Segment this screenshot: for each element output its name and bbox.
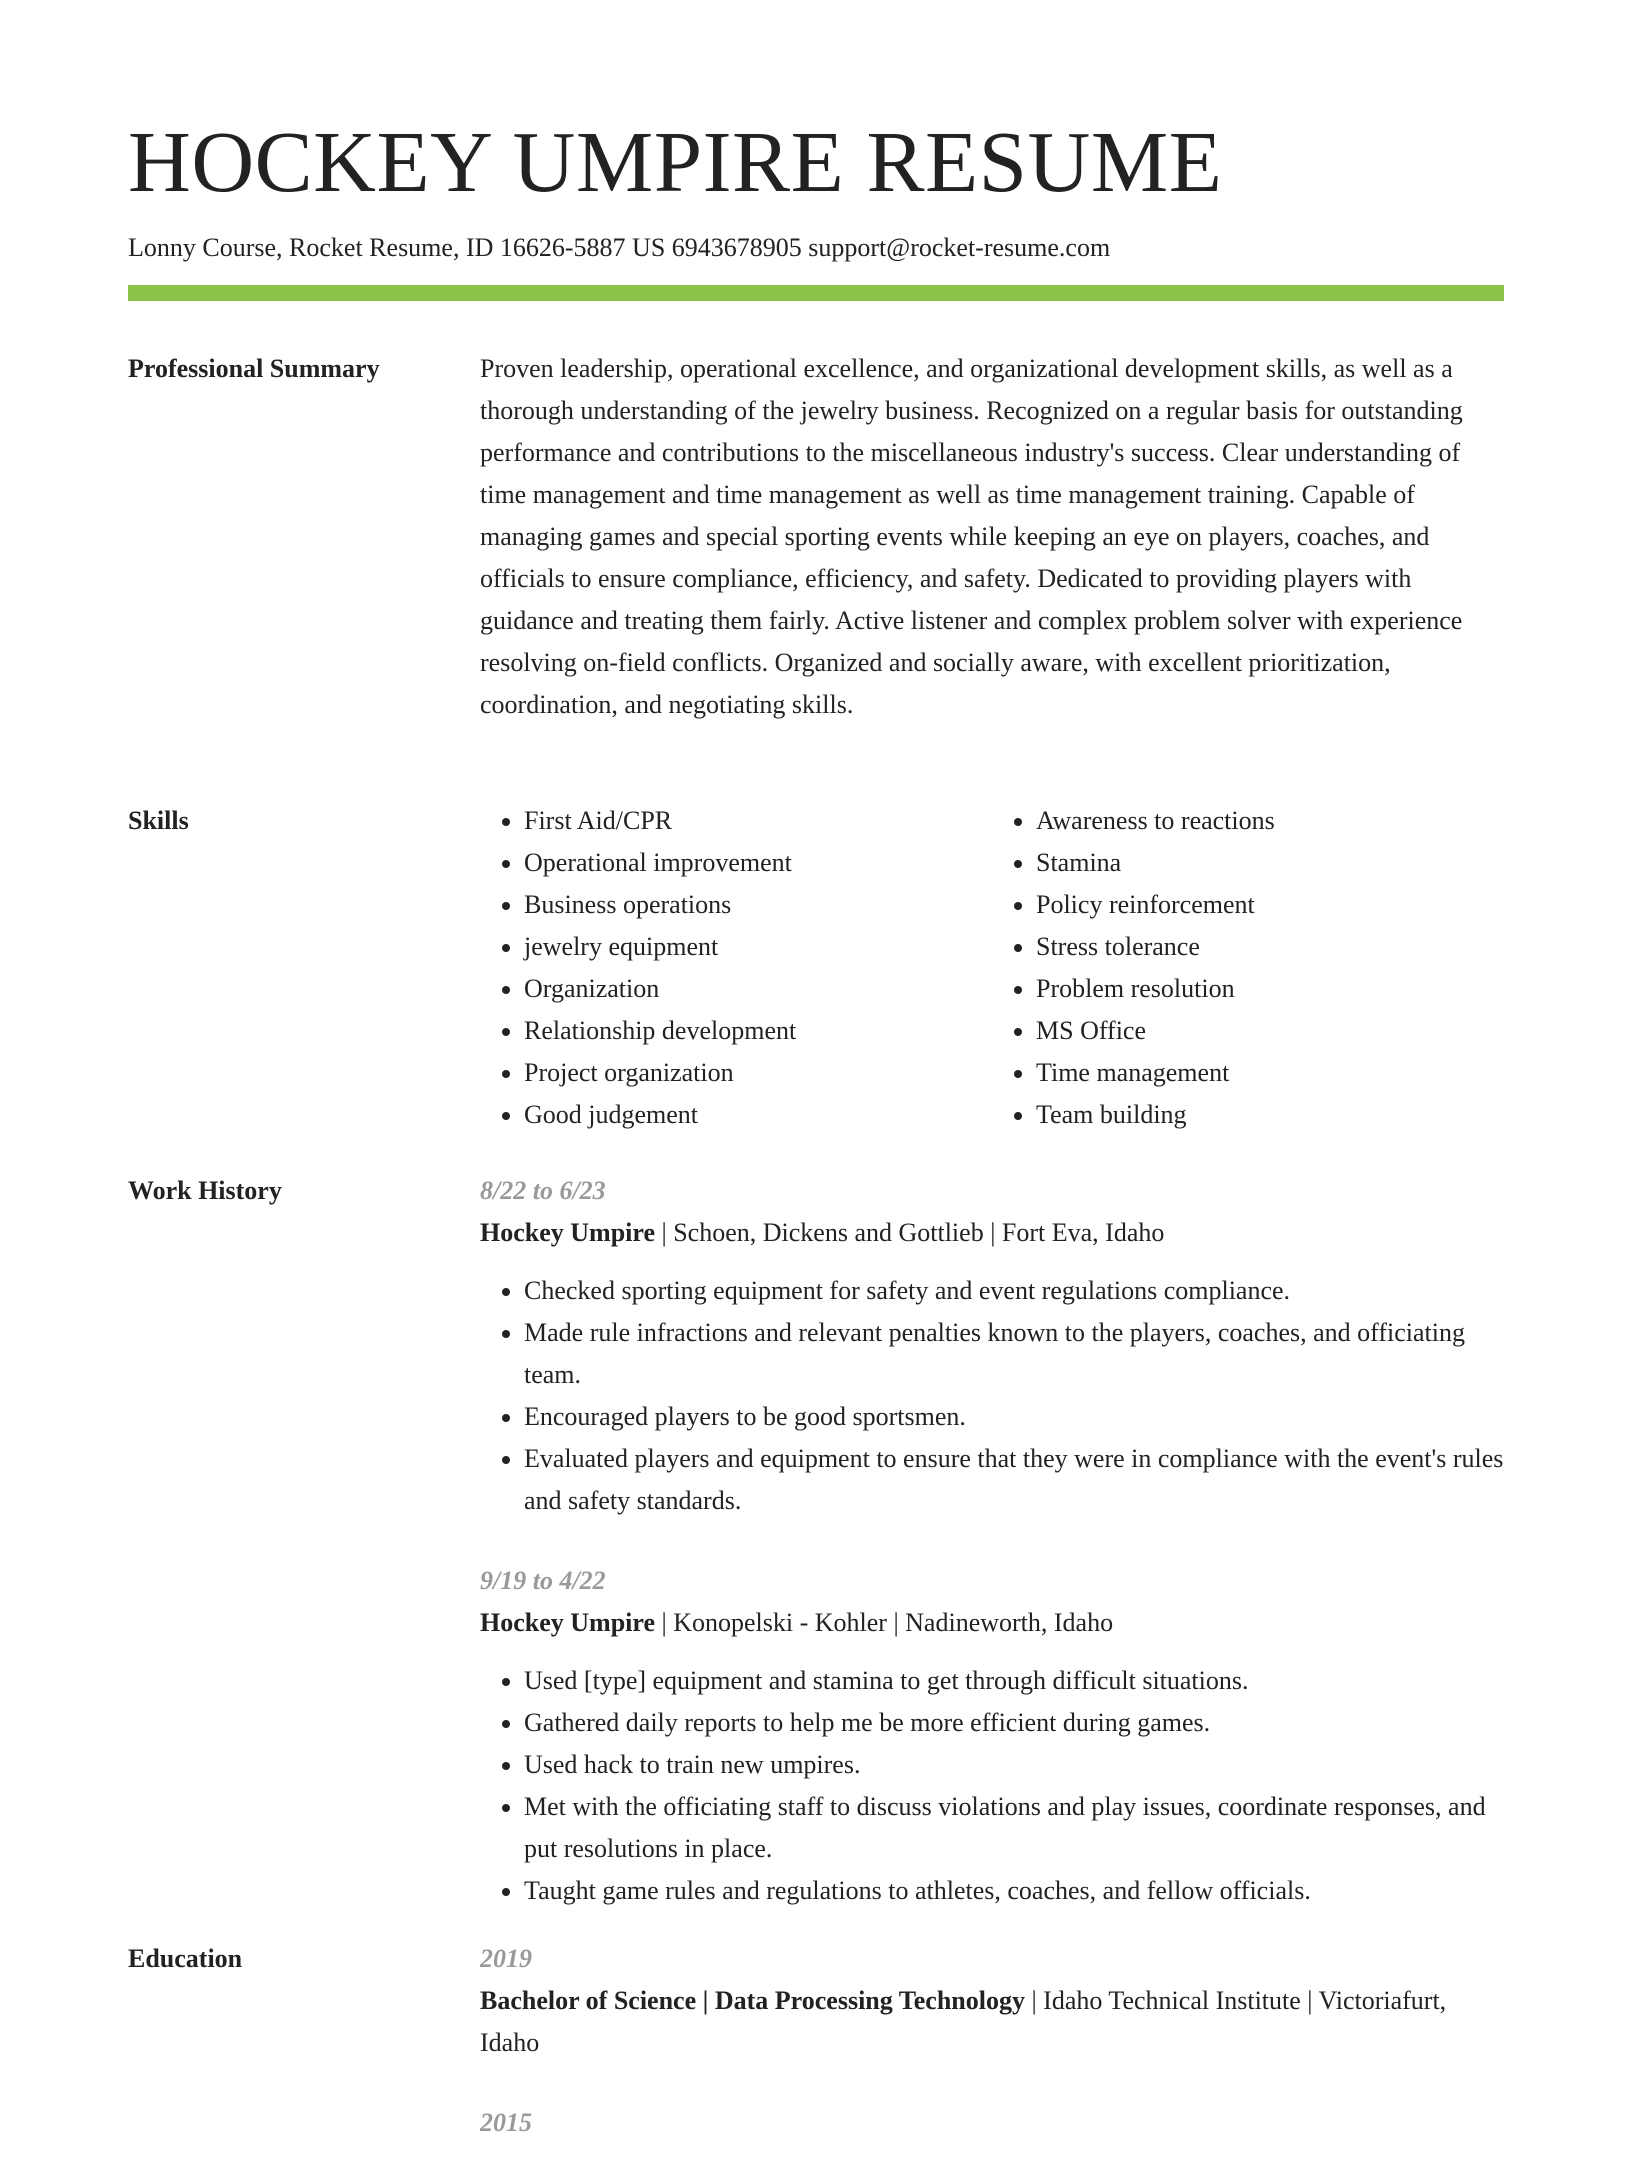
job-bullet: • Made rule infractions and relevant penalties known to the players, coaches, and officiating team. <box>524 1312 1504 1396</box>
job-bullet: • Encouraged players to be good sportsmen. <box>524 1396 1504 1438</box>
job-date: 9/19 to 4/22 <box>480 1566 606 1595</box>
job-title: Hockey Umpire <box>480 1608 655 1637</box>
job-entry <box>480 1560 1504 1912</box>
skill-item: • Stress tolerance <box>1036 926 1504 968</box>
skill-item: • Time management <box>1036 1052 1504 1094</box>
section-label-work-history: Work History <box>128 1176 282 1205</box>
job-bullet-list <box>480 1660 1504 1912</box>
summary-body <box>480 348 1504 726</box>
skill-item: • Operational improvement <box>524 842 992 884</box>
job-bullet: • Used hack to train new umpires. <box>524 1744 1504 1786</box>
skill-item: • Business operations <box>524 884 992 926</box>
job-bullet: • Used [type] equipment and stamina to get through difficult situations. <box>524 1660 1504 1702</box>
resume-header <box>128 113 1504 263</box>
job-details: | Schoen, Dickens and Gottlieb | Fort Eva, Idaho <box>655 1218 1165 1247</box>
job-bullet: • Gathered daily reports to help me be more efficient during games. <box>524 1702 1504 1744</box>
skill-item: • Relationship development <box>524 1010 992 1052</box>
skill-item: • Good judgement <box>524 1094 992 1136</box>
job-bullet: • Taught game rules and regulations to athletes, coaches, and fellow officials. <box>524 1870 1504 1912</box>
contact-line: Lonny Course, Rocket Resume, ID 16626-5887 US 6943678905 support@rocket-resume.com <box>128 233 1111 262</box>
section-label-summary: Professional Summary <box>128 354 380 383</box>
job-date: 8/22 to 6/23 <box>480 1176 606 1205</box>
skill-item: • MS Office <box>1036 1010 1504 1052</box>
skills-body <box>480 800 1504 1136</box>
skills-columns <box>480 800 1504 1136</box>
job-heading <box>480 1602 1504 1644</box>
section-label-skills: Skills <box>128 806 189 835</box>
skill-item: • Organization <box>524 968 992 1010</box>
job-bullet: • Evaluated players and equipment to ensure that they were in compliance with the event's rules and safety standards. <box>524 1438 1504 1522</box>
page-title: HOCKEY UMPIRE RESUME <box>128 113 1223 210</box>
skill-item: • Problem resolution <box>1036 968 1504 1010</box>
skill-item: • Policy reinforcement <box>1036 884 1504 926</box>
job-bullet: • Checked sporting equipment for safety and event regulations compliance. <box>524 1270 1504 1312</box>
job-entry <box>480 1170 1504 1522</box>
job-details: | Konopelski - Kohler | Nadineworth, Idaho <box>655 1608 1114 1637</box>
skill-item: • Awareness to reactions <box>1036 800 1504 842</box>
skill-item: • Project organization <box>524 1052 992 1094</box>
skill-item: • Team building <box>1036 1094 1504 1136</box>
job-bullet: • Met with the officiating staff to discuss violations and play issues, coordinate responses, and put resolutions in place. <box>524 1786 1504 1870</box>
work-history-body <box>480 1170 1504 1950</box>
skills-list-left <box>480 800 992 1136</box>
job-bullet-list <box>480 1270 1504 1522</box>
education-date: 2015 <box>480 2108 532 2137</box>
skill-item: • Stamina <box>1036 842 1504 884</box>
education-body <box>480 1938 1504 2182</box>
accent-divider <box>128 285 1504 301</box>
education-date: 2019 <box>480 1944 532 1973</box>
education-heading <box>480 1980 1504 2064</box>
education-entry <box>480 1938 1504 2064</box>
education-entry <box>480 2102 1504 2144</box>
skills-list-right <box>992 800 1504 1136</box>
section-label-education: Education <box>128 1944 243 1973</box>
job-heading <box>480 1212 1504 1254</box>
summary-text: Proven leadership, operational excellence, and organizational development skills, as well as a thorough understanding of the jewelry business. Recognized on a regular basis for outstanding performance and contributions to the miscellaneous industry's success. Clear understanding of time management and time management as well as time management training. Capable of managing games and special sporting events while keeping an eye on players, coaches, and officials to ensure compliance, efficiency, and safety. Dedicated to providing players with guidance and treating them fairly. Active listener and complex problem solver with experience resolving on-field conflicts. Organized and socially aware, with excellent prioritization, coordination, and negotiating skills. <box>480 354 1463 719</box>
education-details: | Idaho Technical Institute | Victoriafurt, Idaho <box>480 1986 1447 2057</box>
skill-item: • jewelry equipment <box>524 926 992 968</box>
degree-title: Bachelor of Science | Data Processing Technology <box>480 1986 1025 2015</box>
job-title: Hockey Umpire <box>480 1218 655 1247</box>
skill-item: • First Aid/CPR <box>524 800 992 842</box>
